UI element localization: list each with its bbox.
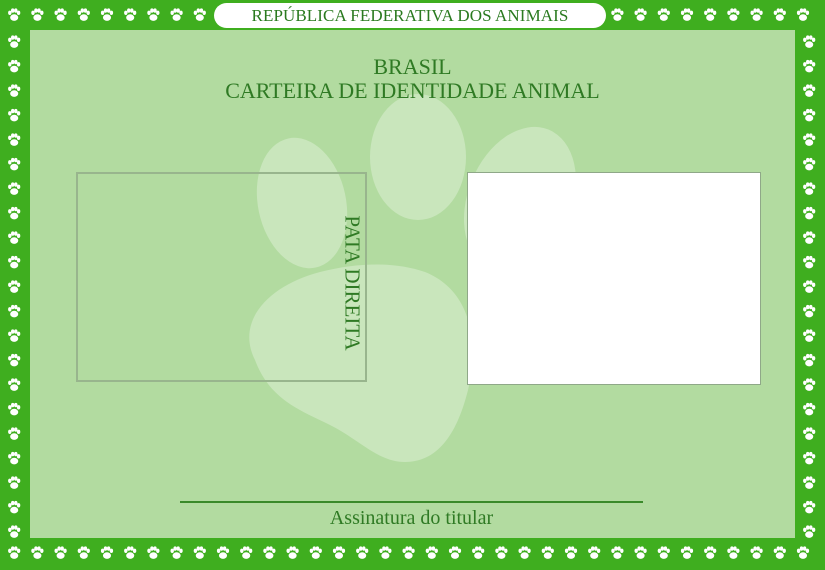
signature-label: Assinatura do titular [329, 507, 494, 529]
right-paw-label: PATA DIREITA [340, 215, 365, 351]
header-banner: REPÚBLICA FEDERATIVA DOS ANIMAIS [214, 3, 606, 28]
card-title: CARTEIRA DE IDENTIDADE ANIMAL [225, 78, 600, 103]
paw-label-container [340, 202, 364, 364]
photo-box [467, 172, 761, 385]
country-title: BRASIL [373, 54, 452, 79]
paw-print-box [76, 172, 367, 382]
signature-line [180, 501, 643, 503]
